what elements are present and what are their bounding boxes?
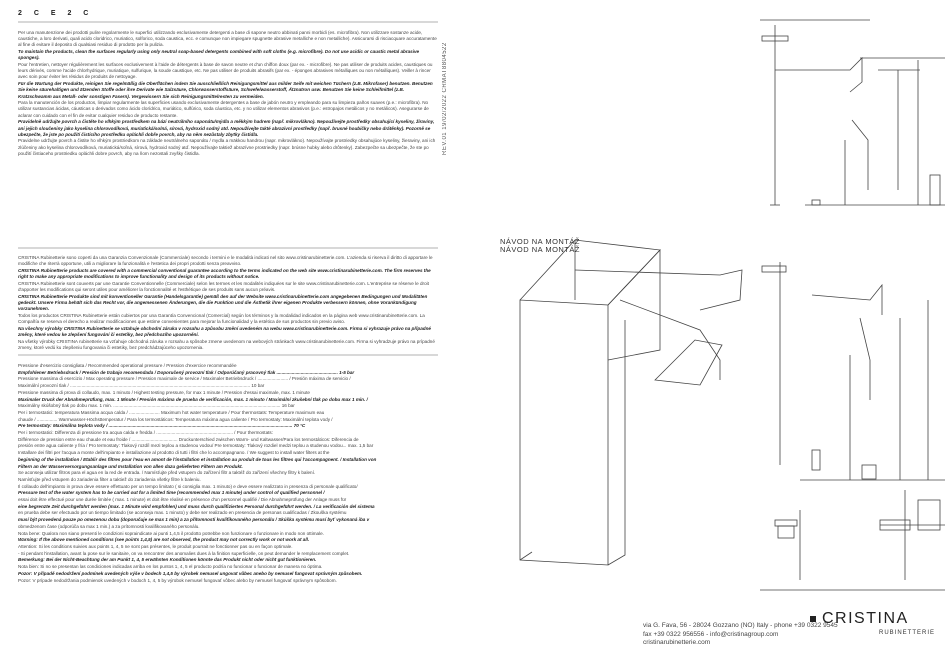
warranty-es: Todos los productos CRISTINA Rubinetterie están cubiertos por una Garantía Convencional (Comercial) según los términos y la modalidad indicados en la página web www.cristinarubinetterie.com. La Compañía se reserva el derecho a realizar modificaciones que estime convenientes para mejorar la funcionalidad y la estética de sus productos sin previo aviso.: [18, 312, 425, 325]
spec-line: Pressione massima di esercizio / Max operating pressure / Pression maximale de service / Maximaler Betriebsdruck / ........................ / Presión máxima de servicio /: [18, 376, 351, 382]
faucet-illustration: [520, 240, 742, 565]
spec-line: Empfohlener Betriebsdruck / Presión de trabajo recomendada / Doporučený provozní tlak / Odporúčaný pracovný tlak ................................................ 1-5 bar: [18, 369, 355, 375]
maintenance-section: [18, 30, 438, 158]
warranty-de: CRISTINA Rubinetterie Produkte sind mit konventioneller Garantie (Handelsgarantie) gemäß den auf der Website www.cristinarubinetterie.com angegebenen Bedingungen und Modalitäten gedeckt. Unsere Firma behält sich das Recht vor, die angemessenen Änderungen, die die Funktion und die Ästhetik ihrer eigenen Produkte verbessern können, ohne Vorankündigung vorzunehmen.: [18, 293, 428, 312]
warranty-en: CRISTINA Rubinetterie products are covered with a commercial conventional guarantee according to the terms indicated on the web site www.cristinarubinetterie.com. The firm reserves the right to make any appropriate modifications to improve functionality and design of its products without notice.: [18, 267, 431, 280]
spec-line: Namísťujte před vstupem do zariadenia filter a taktiež do zariadenia všetky filtre k baleniu.: [18, 476, 201, 482]
brand-name: CRISTINA: [822, 610, 909, 627]
spec-line: Installare dei filtri per l'acqua a monte dell'impianto e installazione al prodotto di tutti i filtri che lo accompagnano. / We suggest to install water filters at the: [18, 450, 330, 456]
spec-line: - Si pendant l'installation, avant la pose sur le sanitaire, on va rencontrer des anomalies dues à la finition superficielle, on peut demander le remplacement complet.: [18, 550, 350, 556]
spec-line: musí být provedená pouze po omezenou dobu (doporučuje se max 1 min) a za přítomnosti kvalifikovaného personálu / Skúška systému musí byť vykonaná iba v: [18, 517, 370, 523]
spec-line: chaude / ................ Warmwasser-Höchsttemperatur / Para los termostáticos: Temperatura máxima agua caliente / Pro termostaty: Maximální teplota vody /: [18, 416, 333, 422]
spec-line: Maximální provozní tlak / ............................................................................................................................................. 10 bar: [18, 383, 265, 389]
spec-line: Se aconseja utilizar filtros para el agua en la red de entrada. / Namísťujte před vstupem do zařízení filtr a taktéž do zařízení všechny filtry k balení.: [18, 470, 316, 476]
logo-square-icon: [810, 616, 816, 622]
spec-line: Pozor: V prípade nedodržania podmienok uvedených v bodoch 1, 4, 5 by výrobok nemusel fungovať vôbec alebo by nemusel fungovať správnym spôsobom.: [18, 577, 337, 583]
faucet-drawing-bottom: [760, 262, 945, 590]
spec-line: Nota bien: Si no se presentan las condiciones indicadas arriba en los puntos 1, 4, 5 el producto podría no funcionar o funcionar de manera no óptima.: [18, 564, 323, 570]
brand-sub: RUBINETTERIE: [878, 630, 935, 636]
address-line-2: fax +39 0322 956556 - info@cristinagroup.com: [643, 630, 779, 638]
spec-line: Il collaudo dell'impianto in prova deve essere effettuato per un tempo limitato ( si consiglia max. 1 minuto) e deve essere realizzato in presenza di personale qualificato/: [18, 483, 358, 489]
instructions-line-2: NÁVOD NA MONTÁŽ: [500, 245, 581, 254]
instructions-line-1: NÁVOD NA MONTÁŽ: [500, 237, 581, 246]
spec-line: Bemerkung: Bei der Nicht-Beachtung der am Punkt 1, 4, 5 erwähnten Konditionen könnte das Produkt nicht oder nicht gut funktionieren.: [18, 557, 317, 563]
spec-line: Maximaler Druck der Abnahmeprüfung, max. 1 Minute / Presión máxima de prueba de verificación, max. 1 minuto / Maximální zkušební tlak po dobu max 1 min. /: [18, 396, 368, 402]
warranty-section: [18, 255, 438, 352]
spec-line: Attention: Si les conditions suivies aux points 1, 4, 5 ne sont pas présentes, le produit pourrait ne fonctionner pas ou en façon optimale.: [18, 543, 293, 549]
spec-line: eine begrenzte Zeit durchgeführt werden (max. 1 Minute wird empfohlen) und muss durch qualifiziertes Personal durchgeführt werden. / La verificación del sistema: [18, 503, 375, 509]
spec-line: beginning of the installation / Etablir des filtres pour l'eau en amont de l'installation et installation au produit de tous les filtres qui l'accompagnent. / Installation von: [18, 456, 377, 462]
spec-line: Warning: If the above mentioned conditions (see points 1,4,5) are not observed, the product may not correctly work or not work at all.: [18, 537, 310, 543]
maintenance-de: Für die Wartung der Produkte, reinigen Sie regelmäßig die Oberflächen indem Sie ausschließlich Reinigungsmittel aus milder Seife mit weichen Tüchern (z.B. Mikrofaser) benutzen. Benutzen Sie keine säurehaltigen und ätzenden Stoffe oder ihre Derivate wie Salzsäure, Chlorwasserstoffsäure, Schwefelwasserstoff, Ätznatron usw. Benutzen Sie keine Schleifmittel (z.B. Kratzschwamm aus Metall- oder sonstigen Fasern). Vergewissern Sie sich Reinigungsmittelresten zu vermeiden.: [18, 81, 433, 99]
spec-line: Pressure test of the water system has to be carried out for a limited time (recommended max 1 minute) under control of qualified personnel /: [18, 490, 325, 496]
spec-line: obmedzenom čase (odporúča sa max 1 min.) a za prítomnosti kvalifikovaného personálu.: [18, 523, 200, 529]
warranty-cz: Na všechny výrobky CRISTINA Rubinetterie se vztahuje obchodní záruka v rozsahu a způsobu změní uvedeném na webu www.cristinarubinetterie.com. Firma si vyhrazuje právo na případné změny, které vedou ke zlepšení fungování či estetiky, bez předchozího upozornění.: [18, 325, 431, 337]
warranty-it: CRISTINA Rubinetterie sono coperti da una Garanzia Convenzionale (Commerciale) secondo i termini e le modalità indicati nel sito www.cristinarubinetterie.com. L'azienda si riserva il diritto di apportare le modifiche che riterrà opportune, utili a migliorare la funzionalità e l'estetica dei propri prodotti senza preavviso.: [18, 255, 433, 267]
faucet-drawing-top: [760, 20, 945, 205]
warranty-fr: CRISTINA Rubinetterie sont couverts par une Garantie Conventionnelle (Commerciale) selon les termes et les modalités indiquées sur le site www.cristinarubinetterie.com. L'entreprise se réserve le droit d'apporter les modifications qui seront utiles pour améliorer la fonctionnalité et l'esthétique de ses produits sans aucun préavis.: [18, 280, 429, 293]
address-line-1: via G. Fava, 56 - 28024 Gozzano (NO) Italy - phone +39 0322 9545: [643, 622, 838, 629]
spec-line: Filtern an der Wasserversorgungsanlage und Installation von allen dazu gelieferten Filtern am Produkt.: [18, 463, 243, 469]
maintenance-fr: Pour l'entretien, nettoyer régulièrement les surfaces exclusivement à l'aide de détergents à base de savon neutre et d'un chiffon doux (par ex. - microfibre). Ne pas utiliser de produits acides, caustiques ou leurs dérivés, comme l'acide chlorhydrique, muriatique, sulfurique, la soude caustique, etc. Ne pas utiliser de produits abrasifs (par ex. - éponges abrasives métalliques ou non métalliques). Veiller à rincer avec soin pour éviter les résidus de produits de nettoyage.: [18, 62, 433, 80]
spec-line: en prueba debe ser efectuado por un tiempo limitado (se aconseja max. 1 minuto) y debe ser realizado en presencia de personas cualificadas / Zkouška systému: [18, 510, 347, 516]
spec-line: Pressione massima di prova di collaudo, max. 1 minuto / Highest testing pressure, for max 1 minute / Pression d'essai maximale, max. 1 minute: [18, 389, 310, 395]
company-address: [643, 622, 838, 648]
maintenance-cz: Pravidelně udržujte povrch a čistěte ho vlhkým prostředkem na bázi neutrálního saponátu/mýdla a měkkým hadrem (např. mikrovlákno). Nepoužívejte prostředky obsahující kyseliny, žíraviny, ani jejich sloučeniny jako kyselina chlorovodíková, muriatická/solná, sírová, hydroxid sodný atd. Nepoužívejte takté abrazivní prostředky (např. brusné houbičky nebo drátěnky). Pozorně se ubezpečte, že jste po použití čisticího prostředku opláchli dobře povrch, aby na něm nezůstaly zbytky čistidla.: [18, 119, 435, 137]
specs-section: [18, 363, 438, 584]
spec-line: Nota bene: Qualora non siano presenti le condizioni sopraindicate ai punti 1,4,5 il prodotto potrebbe non funzionare o funzionare in modo non ottimale.: [18, 530, 324, 536]
spec-line: Différence de pression entre eau chaude et eau froide / .................................... Druckunterschied zwischen Warm- und Kaltwasser/Para los termostáticos: Diferencia de: [18, 436, 359, 442]
spec-line: Per i termostatici: Differenza di pressione tra acqua calda e fredda / ............................................................ / Pour thermostats:: [18, 430, 273, 436]
spec-line: essai doit être effectué pour une durée limitée ( max. 1 minute) et doit être réalisé en présence d'un personnel qualifié / Die Abnahmeprüfung der Anlage muss für: [18, 497, 347, 503]
spec-line: Per i termostatici: temperatura Massima acqua calda / ........................ Maximum hot water temperature / Pour thermostats: Temperature maximum eau: [18, 409, 325, 415]
maintenance-es: Para la manutención de los productos, limpiar regularmente las superficies usando exclusivamente detergentes a base de jabón neutro y empleando para su limpieza paños suaves (p.e.: microfibra). No utilizar sustancias ácidas, cáusticas o derivados como ácido clorídrico, muriático, sulfúrico, soda cáustica, etc. y no utilizar elementos abrasivos (p.e.: estropajos metálicos y no metálicos). Asegurarse de aclarar con cuidado con el fin de evitar cualquier residuo de producto restante.: [18, 100, 429, 118]
page-title: 2 C E 2 C: [18, 10, 94, 17]
address-line-3: cristinarubinetterie.com: [643, 639, 711, 647]
warranty-sk: Na všetky výrobky CRISTINA rubinetterie sa vzťahuje obchodná záruka v rozsahu a spôsobe zmene uvedenom na webových stránkach www.cristinarubinetterie.com. Firma si vyhradzuje právo na prípadné zmeny, ktoré vedú ku zlepšeniu fungovania či estetiky, bez predchádzajúceho upozornenia.: [18, 338, 435, 350]
maintenance-en: To maintain the products, clean the surfaces regularly using only neutral soap-based detergents combined with soft cloths (e.g. microfibre). Do not use acidic or caustic metal abrasive sponges).: [18, 49, 420, 61]
spec-line: Pre termostaty: Maximálna teplota vody / ................................................................................................................................................ 70 °C: [18, 423, 306, 429]
maintenance-sk: Pravidelne udržujte povrch a čistite ho vlhkým prostriedkom na základe neutrálneho saponátu / mydla a mäkkou handrou (napr. mikrovlákno). Nepoužívajte prostriedky obsahujúce kyseliny, žieraviny, ani ich zlúčeniny ako kyselina chlorovodíková, muriatická/soľná, sírová, hydroxid sodný atď. Nepoužívajte taktiež abrazívne prostriedky (napr. brúsne hubky alebo drôtenky). Zabezpečte sa ubezpečte, že ste po použití čistiaceho prostriedku opláchli dobre povrch, aby na ňom nezostali zvyšky čistidla.: [18, 138, 436, 156]
document-code: REV.01 19/02/2022 CRMAT8804522: [442, 42, 448, 155]
spec-line: Pressione d'esercizio consigliata / Recommended operational pressure / Pression d'exercice recommandée: [18, 363, 237, 368]
spec-line: presión entre agua caliente y fría / Pro termostaty: Tlakový rozdíl mezi teplou a studenou vodou/ Pre termostaty: Tlakový rozdiel medzi teplou a studenou vodou... max. 1,5 bar: [18, 443, 374, 449]
instructions-title: [500, 238, 580, 254]
brand-logo: [810, 610, 935, 636]
maintenance-it: Per una manutenzione dei prodotti pulire regolarmente le superfici utilizzando esclusivamente detergenti a base di sapone neutro abbinati panni morbidi (es. microfibra). Non utilizzare sostanze acide, caustiche, a loro derivati, quali acido cloridrico, muriatico, solforico, soda caustica, ecc. e comunque non impiegare spugnette abrasive metalliche e non metalliche). Assicurarsi di risciacquare accuratamente al fine di evitare il deposito di qualsiasi residuo di prodotto per la pulizia.: [18, 30, 437, 48]
spec-line: Pozor: V případě nedodržení podmínek uvedených výše v bodech 1,4,5 by výrobek nemusel ungovat vůbec anebo by nemusel fungovat správným způsobem.: [18, 570, 363, 576]
spec-line: Maximálny skúšobný tlak po dobu max. 1 min. ................................................................................................................................... 16 bar: [18, 403, 295, 409]
header: [18, 10, 438, 19]
